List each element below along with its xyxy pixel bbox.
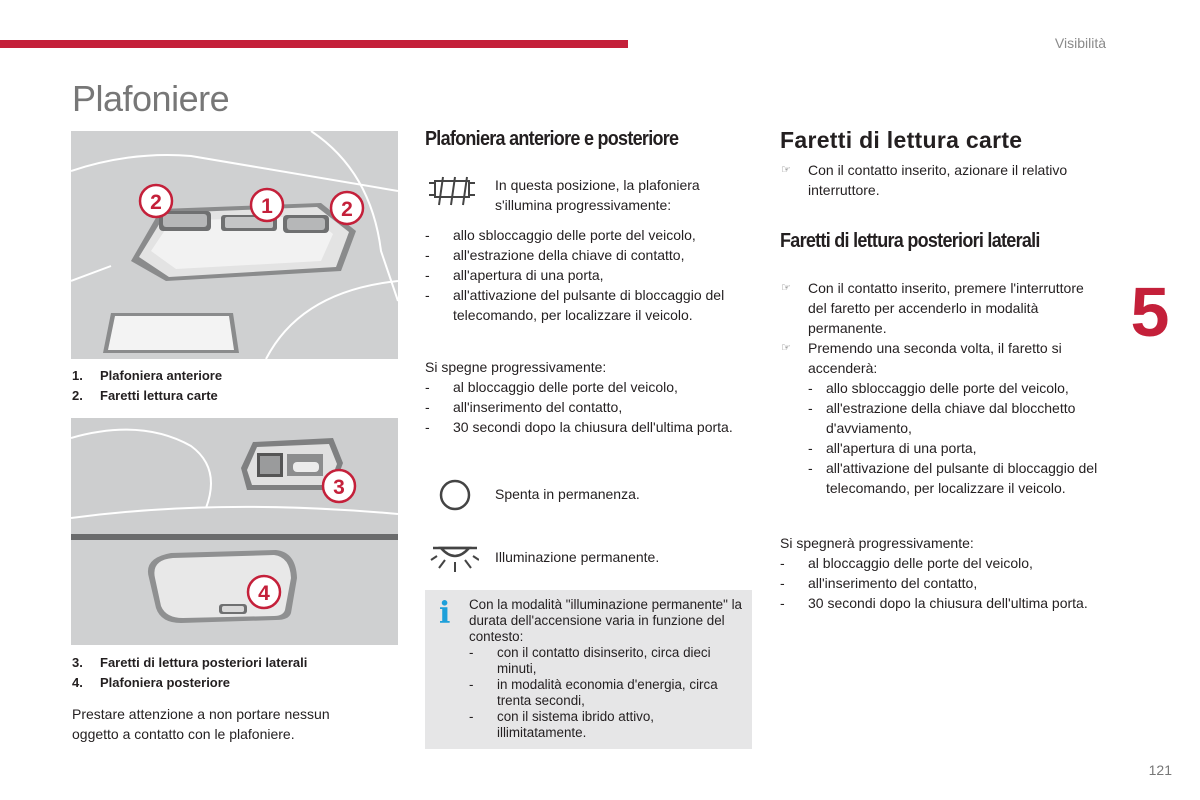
off-mode-text: Spenta in permanenza. [495,486,640,502]
captions-front: 1. Plafoniera anteriore 2. Faretti lettura carte [72,368,223,403]
callout-3: 3 [333,476,345,499]
list-item: - al bloccaggio delle porte del veicolo, [425,377,735,397]
callout-4: 4 [258,582,270,605]
front-ceiling-light-illustration [71,131,398,359]
list-item: - con il sistema ibrido attivo, illimitatamente. [469,709,745,741]
list-item: - all'inserimento del contatto, [425,397,735,417]
list-item: - all'apertura di una porta, [808,438,1102,458]
list-item: - 30 secondi dopo la chiusura dell'ultima porta. [780,593,1090,613]
caption-front-light: Plafoniera anteriore [100,368,223,383]
caption-reading-lights: Faretti lettura carte [100,388,218,403]
door-mode-row [425,175,745,216]
heading-front-rear: Plafoniera anteriore e posteriore [425,128,679,150]
hand-pointer-icon: ☞ [781,282,791,294]
list-item: ☞ Premendo una seconda volta, il faretto si accenderà: - allo sbloccaggio delle porte del veicolo, - all'estrazione della chiave dal blocchetto d'avviamento, - all'apertura di una porta, - all'attivazione del pulsante di bloccaggio del telecomando, per localizzare il veicolo. [780,338,1102,498]
list-item: - all'estrazione della chiave dal blocchetto d'avviamento, [808,398,1102,438]
callout-1: 1 [261,195,273,218]
callout-2-right: 2 [341,198,353,221]
list-item: - allo sbloccaggio delle porte del veicolo, [425,225,755,245]
header-accent-bar [0,40,628,48]
caption-rear-side-lights: Faretti di lettura posteriori laterali [100,655,308,670]
list-item: ☞ Con il contatto inserito, premere l'interruttore del faretto per accenderlo in modalità permanente. [781,280,1084,336]
section-title: Visibilità [1054,35,1106,51]
list-item: - all'attivazione del pulsante di bloccaggio del telecomando, per localizzare il veicolo. [808,458,1102,498]
list-item: - all'apertura di una porta, [425,265,755,285]
permanent-mode-text: Illuminazione permanente. [495,549,660,565]
off-conditions-list [425,377,735,437]
left-note: Prestare attenzione a non portare nessun oggetto a contatto con le plafoniere. [72,706,330,742]
off-intro-right: Si spegnerà progressivamente: [780,535,974,551]
hand-pointer-icon: ☞ [781,342,791,354]
off-conditions-list-right [780,553,1090,613]
info-text [469,597,745,741]
chapter-number: 5 [1130,273,1170,351]
callout-2-left: 2 [150,191,162,214]
rear-lights-illustration [71,418,398,645]
heading-reading-lights: Faretti di lettura carte [780,127,1023,153]
list-item: - all'inserimento del contatto, [780,573,1090,593]
on-conditions-list [425,225,755,325]
page-number: 121 [1148,762,1172,778]
list-item: - al bloccaggio delle porte del veicolo, [780,553,1090,573]
door-mode-text: In questa posizione, la plafoniera s'illumina progressivamente: [495,177,700,213]
page-title: Plafoniere [72,78,230,119]
captions-rear: 3. Faretti di lettura posteriori laterali 4. Plafoniera posteriore [72,655,308,690]
door-mode-icon [425,175,485,216]
list-item: ☞ Con il contatto inserito, azionare il relativo interruttore. [781,162,1068,198]
info-icon: i [439,596,451,631]
list-item: - 30 secondi dopo la chiusura dell'ultima porta. [425,417,735,437]
info-box [425,590,752,749]
light-on-icon [425,540,485,579]
heading-rear-side-lights: Faretti di lettura posteriori laterali [780,230,1040,252]
permanent-mode-row [425,540,659,579]
reading-lights-list [780,160,1100,200]
list-item: - in modalità economia d'energia, circa trenta secondi, [469,677,745,709]
info-intro: Con la modalità "illuminazione permanente" la durata dell'accensione varia in funzione del contesto: [469,597,743,644]
list-item: - all'estrazione della chiave di contatto, [425,245,755,265]
off-intro: Si spegne progressivamente: [425,359,607,375]
caption-rear-light: Plafoniera posteriore [100,675,231,690]
hand-pointer-icon: ☞ [781,164,791,176]
rear-side-lights-list [780,278,1102,498]
off-mode-row [425,478,640,517]
circle-off-icon [425,478,485,517]
list-item: - con il contatto disinserito, circa dieci minuti, [469,645,745,677]
list-item: - all'attivazione del pulsante di bloccaggio del telecomando, per localizzare il veicolo. [425,285,755,325]
list-item: - allo sbloccaggio delle porte del veicolo, [808,378,1102,398]
